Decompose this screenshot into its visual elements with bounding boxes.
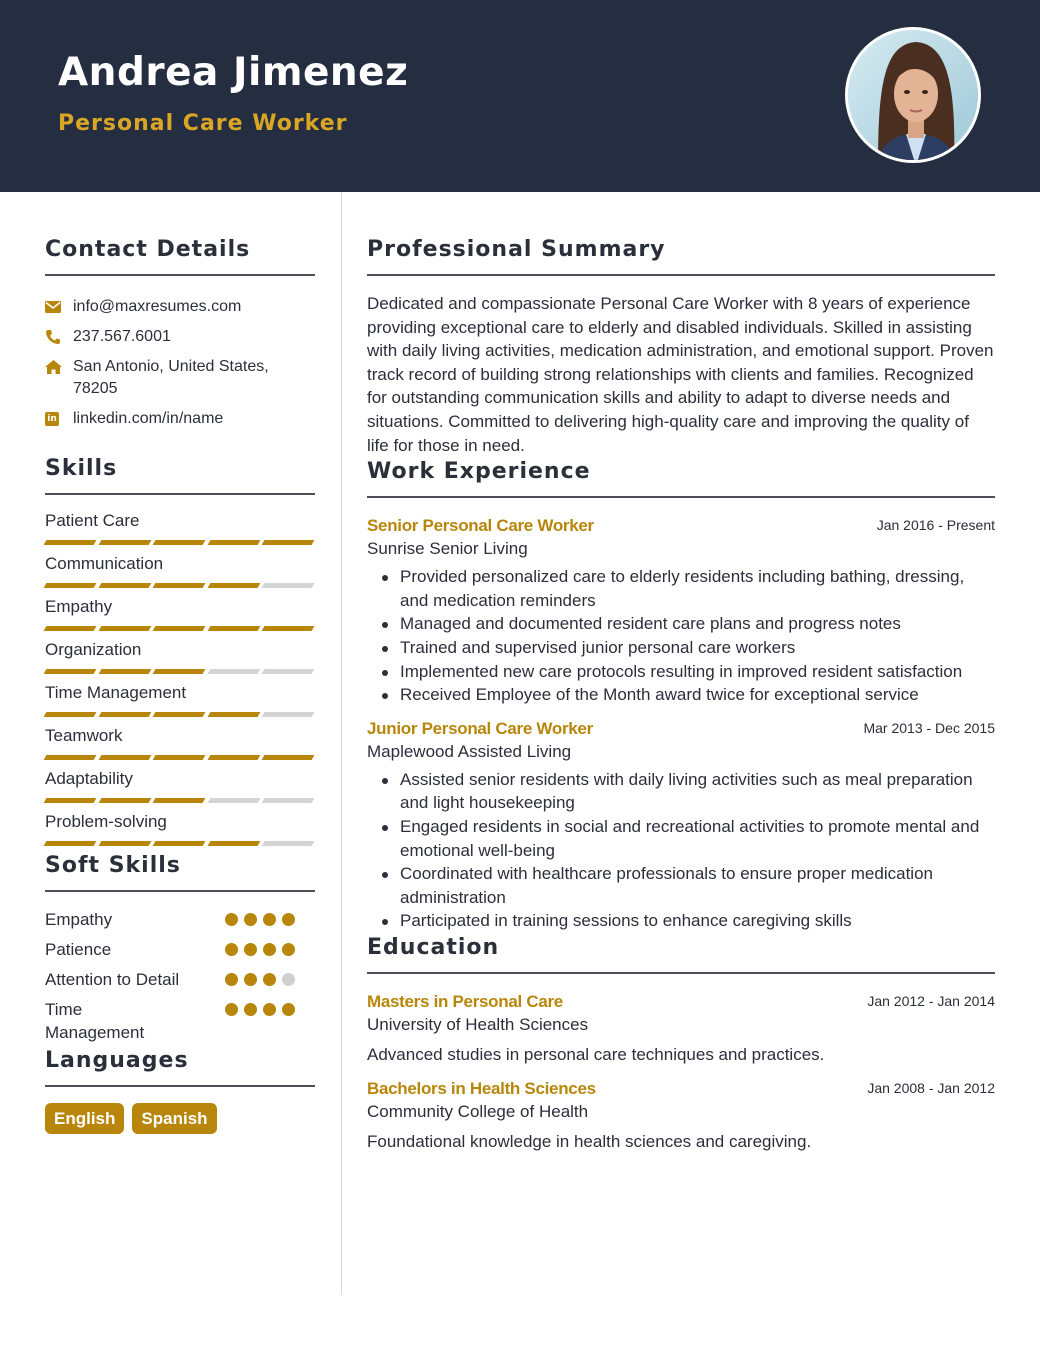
skill-level-segment	[98, 540, 150, 545]
job-company: Maplewood Assisted Living	[367, 741, 572, 761]
degree-title: Bachelors in Health Sciences	[367, 1078, 596, 1098]
education-section	[367, 935, 995, 1152]
section-rule	[45, 274, 315, 276]
skill-level-segment	[153, 712, 205, 717]
soft-skills-heading: Soft Skills	[45, 853, 181, 878]
linkedin-icon: in	[45, 408, 73, 430]
education-description: Advanced studies in personal care techniques and practices.	[367, 1044, 825, 1064]
summary-text: Dedicated and compassionate Personal Care Worker with 8 years of experience providing exceptional care to elderly and disabled individuals. Skilled in assisting with daily living activities, medication administration, and emotional support. Proven track record of building strong relationships with clients and families. Recognized for outstanding communication skills and ability to adapt to diverse needs and situations. Committed to delivering high-quality care and improving the quality of life for those in need.	[367, 294, 994, 455]
skill-level-bar	[45, 798, 313, 803]
rating-dot	[244, 913, 257, 926]
contact-phone[interactable]	[45, 326, 315, 348]
rating-dot	[263, 943, 276, 956]
resume-header	[0, 0, 1040, 192]
skill-level-segment	[262, 798, 314, 803]
skill-level-segment	[207, 583, 259, 588]
bullet-item: Provided personalized care to elderly residents including bathing, dressing, and medication reminders	[367, 565, 995, 612]
rating-dot	[282, 1003, 295, 1016]
soft-skill-item	[45, 998, 315, 1042]
soft-skill-item	[45, 968, 315, 998]
candidate-name: Andrea Jimenez	[58, 50, 409, 95]
language-tag: English	[45, 1103, 124, 1134]
skill-level-segment	[262, 540, 314, 545]
soft-skill-dots	[225, 968, 295, 986]
skill-item	[45, 509, 315, 545]
language-tag: Spanish	[132, 1103, 216, 1134]
skill-level-bar	[45, 712, 313, 717]
skill-level-bar	[45, 626, 313, 631]
skill-item	[45, 638, 315, 674]
bullet-item: Managed and documented resident care plans and progress notes	[367, 612, 995, 636]
school-name: Community College of Health	[367, 1101, 589, 1121]
skill-level-segment	[98, 712, 150, 717]
skill-level-segment	[44, 798, 96, 803]
skills-heading: Skills	[45, 456, 118, 481]
bullet-item: Trained and supervised junior personal care workers	[367, 636, 995, 660]
section-rule	[45, 890, 315, 892]
skill-item	[45, 552, 315, 588]
skill-level-segment	[44, 583, 96, 588]
bullet-item: Implemented new care protocols resulting in improved resident satisfaction	[367, 660, 995, 684]
experience-section	[367, 459, 995, 933]
skill-item	[45, 595, 315, 631]
soft-skill-item	[45, 938, 315, 968]
skills-list	[45, 509, 315, 846]
skill-level-segment	[262, 583, 314, 588]
envelope-icon	[45, 296, 73, 318]
skill-item	[45, 724, 315, 760]
skill-item	[45, 767, 315, 803]
skill-level-segment	[98, 841, 150, 846]
skill-level-segment	[44, 669, 96, 674]
contact-linkedin[interactable]	[45, 408, 315, 430]
skill-level-segment	[262, 626, 314, 631]
rating-dot	[225, 973, 238, 986]
rating-dot	[263, 973, 276, 986]
rating-dot	[263, 1003, 276, 1016]
right-column	[367, 192, 995, 1152]
skill-level-segment	[153, 841, 205, 846]
soft-skills-list	[45, 908, 315, 1042]
skill-level-segment	[98, 583, 150, 588]
skill-level-segment	[207, 841, 259, 846]
skill-level-segment	[207, 540, 259, 545]
avatar	[845, 27, 981, 163]
skill-name: Communication	[45, 554, 164, 573]
contact-linkedin-text: linkedin.com/in/name	[73, 410, 224, 427]
bullet-item: Received Employee of the Month award twice for exceptional service	[367, 683, 995, 707]
skill-level-segment	[153, 583, 205, 588]
contact-phone-text: 237.567.6001	[73, 328, 171, 345]
skill-level-segment	[207, 755, 259, 760]
skill-level-bar	[45, 755, 313, 760]
skill-level-segment	[207, 669, 259, 674]
job-company: Sunrise Senior Living	[367, 539, 528, 559]
skill-level-segment	[153, 540, 205, 545]
rating-dot	[263, 913, 276, 926]
contact-address-text: San Antonio, United States, 78205	[73, 358, 269, 397]
section-rule	[367, 496, 995, 498]
rating-dot	[225, 1003, 238, 1016]
summary-heading: Professional Summary	[367, 237, 666, 262]
skill-level-segment	[262, 755, 314, 760]
languages-section	[45, 1048, 315, 1134]
education-entry	[367, 992, 995, 1065]
rating-dot	[244, 1003, 257, 1016]
rating-dot	[244, 973, 257, 986]
skill-level-segment	[44, 626, 96, 631]
profile-photo	[848, 30, 981, 163]
soft-skill-dots	[225, 938, 295, 956]
left-column	[45, 192, 315, 1134]
candidate-title: Personal Care Worker	[58, 111, 348, 136]
skill-level-segment	[153, 798, 205, 803]
section-rule	[367, 274, 995, 276]
job-entry	[367, 516, 995, 707]
skill-level-segment	[153, 626, 205, 631]
skill-level-bar	[45, 540, 313, 545]
skill-level-segment	[98, 626, 150, 631]
job-title: Junior Personal Care Worker	[367, 718, 593, 738]
bullet-item: Coordinated with healthcare professionals to ensure proper medication administration	[367, 862, 995, 909]
soft-skill-name: Patience	[45, 940, 112, 959]
language-tags	[45, 1103, 315, 1134]
job-bullets	[367, 565, 995, 707]
skill-level-segment	[44, 712, 96, 717]
skill-name: Adaptability	[45, 769, 133, 788]
education-heading: Education	[367, 934, 500, 960]
skill-level-segment	[207, 626, 259, 631]
skill-name: Teamwork	[45, 726, 123, 745]
skill-level-segment	[98, 798, 150, 803]
skill-level-segment	[207, 712, 259, 717]
skill-level-segment	[98, 669, 150, 674]
skill-level-bar	[45, 841, 313, 846]
contact-list	[45, 296, 315, 430]
phone-icon	[45, 326, 73, 348]
skill-level-segment	[262, 712, 314, 717]
education-date: Jan 2012 - Jan 2014	[867, 992, 995, 1009]
soft-skill-dots	[225, 998, 295, 1016]
skill-name: Time Management	[45, 683, 187, 702]
skill-level-segment	[44, 755, 96, 760]
languages-heading: Languages	[45, 1048, 189, 1073]
skill-name: Empathy	[45, 597, 113, 616]
skill-level-segment	[262, 841, 314, 846]
soft-skill-item	[45, 908, 315, 938]
rating-dot	[244, 943, 257, 956]
skill-level-bar	[45, 583, 313, 588]
job-title: Senior Personal Care Worker	[367, 516, 594, 536]
job-date: Mar 2013 - Dec 2015	[863, 719, 995, 736]
soft-skill-name: Attention to Detail	[45, 970, 180, 989]
skill-item	[45, 810, 315, 846]
skill-level-segment	[153, 755, 205, 760]
skills-section	[45, 456, 315, 846]
rating-dot	[225, 943, 238, 956]
contact-email[interactable]	[45, 296, 315, 318]
skill-level-segment	[44, 841, 96, 846]
home-icon	[45, 356, 73, 378]
section-rule	[45, 1085, 315, 1087]
rating-dot	[225, 913, 238, 926]
bullet-item: Participated in training sessions to enhance caregiving skills	[367, 909, 995, 933]
section-rule	[45, 493, 315, 495]
skill-level-segment	[262, 669, 314, 674]
contact-section	[45, 237, 315, 430]
job-bullets	[367, 768, 995, 933]
soft-skills-section	[45, 853, 315, 1042]
soft-skill-name: Time Management	[45, 1000, 145, 1042]
rating-dot	[282, 943, 295, 956]
soft-skill-name: Empathy	[45, 910, 113, 929]
skill-level-segment	[153, 669, 205, 674]
rating-dot	[282, 973, 295, 986]
contact-email-text: info@maxresumes.com	[73, 298, 242, 315]
bullet-item: Assisted senior residents with daily living activities such as meal preparation and light housekeeping	[367, 768, 995, 815]
skill-level-segment	[207, 798, 259, 803]
job-date: Jan 2016 - Present	[876, 517, 995, 534]
section-rule	[367, 972, 995, 974]
skill-name: Organization	[45, 640, 142, 659]
skill-level-segment	[98, 755, 150, 760]
experience-heading: Work Experience	[367, 459, 591, 485]
skill-name: Patient Care	[45, 511, 140, 530]
skill-level-segment	[44, 540, 96, 545]
degree-title: Masters in Personal Care	[367, 991, 563, 1011]
skill-item	[45, 681, 315, 717]
soft-skill-dots	[225, 908, 295, 926]
contact-address	[45, 356, 315, 400]
education-date: Jan 2008 - Jan 2012	[867, 1079, 995, 1096]
column-divider	[341, 192, 342, 1295]
skill-name: Problem-solving	[45, 812, 167, 831]
summary-section	[367, 237, 995, 457]
rating-dot	[282, 913, 295, 926]
bullet-item: Engaged residents in social and recreational activities to promote mental and emotional well-being	[367, 815, 995, 862]
school-name: University of Health Sciences	[367, 1014, 589, 1034]
job-entry	[367, 719, 995, 933]
education-entry	[367, 1079, 995, 1152]
skill-level-bar	[45, 669, 313, 674]
contact-heading: Contact Details	[45, 237, 251, 262]
education-description: Foundational knowledge in health sciences and caregiving.	[367, 1131, 812, 1151]
